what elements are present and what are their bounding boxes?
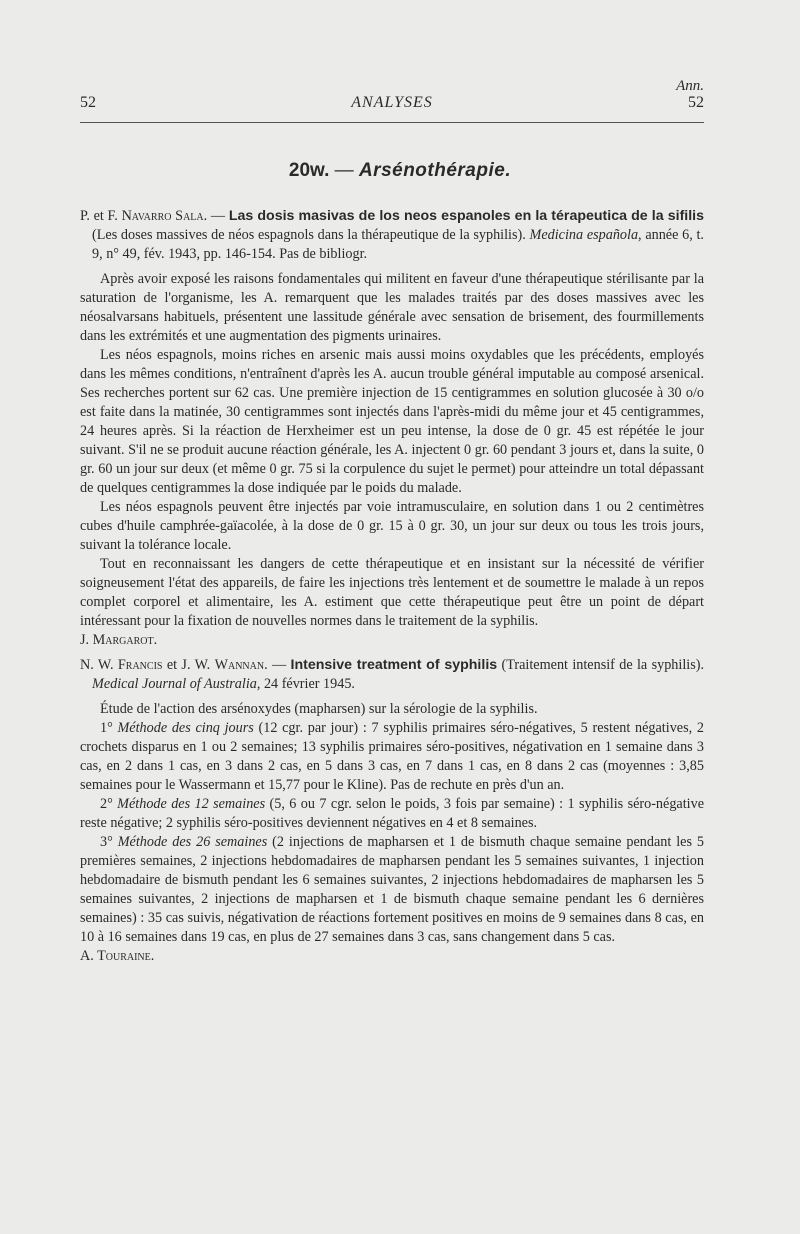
authors-initials: et J. W. — [162, 657, 215, 673]
section-number: 20w. — [288, 160, 330, 181]
method-text: (2 injections de mapharsen et 1 de bismuth chaque semaine pendant les 5 premières semaines, 2 injections hebdomadaires de mapharsen pendant les 5 semaines suivantes, 1 injection hebdomadaire de bismuth pendant les 6 semaines suivantes, 2 injections hebdomadaires de mapharsen les 5 semaines suivantes, 2 injections de mapharsen et 1 de bismuth chaque semaine pendant les 6 dernières semaines) : 35 cas suivis, négativation de réactions fortement positives en moins de 9 semaines dans 8 cas, en 10 à 16 semaines dans 19 cas, en plus de 27 semaines dans 3 cas, sans changement dans 5 cas. — [80, 834, 704, 945]
authors-separator: . — — [203, 208, 229, 224]
signature: J. Margarot. — [80, 632, 158, 648]
authors-initials: N. W. — [80, 657, 118, 673]
method-text: (5, 6 ou 7 cgr. selon le poids, 3 fois par semaine) : 1 syphilis séro-négative reste négative; 2 syphilis séro-positives deviennent négatives en 4 et 8 semaines. — [80, 796, 704, 831]
page-number-left: 52 — [80, 94, 96, 111]
section-dash: — — [329, 160, 359, 181]
section-heading — [0, 160, 800, 182]
journal-name: Medicina española — [529, 227, 639, 243]
reference-line — [80, 207, 704, 264]
author-name: Francis — [117, 657, 163, 673]
method-name: Méthode des cinq jours — [117, 720, 254, 736]
paragraph: Les néos espagnols peuvent être injectés par voie intramusculaire, en solution dans 1 ou 2 centimètres cubes d'huile camphrée-gaïacolée, à la dose de 0 gr. 15 à 0 gr. 30, un jour sur deux ou tous les trois jours, suivant la tolérance locale. — [80, 499, 704, 553]
title-translation: (Traitement intensif de la syphilis). — [497, 657, 705, 673]
article-body — [80, 207, 704, 972]
page-number-right: 52 — [688, 94, 704, 111]
paragraph: Les néos espagnols, moins riches en arsenic mais aussi moins oxydables que les précédents, employés dans les mêmes conditions, n'entraînent d'après les A. aucun trouble général imputable au composé arsenical. Ses recherches portent sur 62 cas. Une première injection de 15 centigrammes en solution glucosée à 30 o/o est faite dans la matinée, 30 centigrammes sont injectés dans l'après-midi du même jour et 45 centigrammes, 24 heures après. Si la réaction de Herxheimer est un peu intense, la dose de 0 gr. 45 est répétée le jour suivant. S'il ne se produit aucune réaction générale, les A. injectent 0 gr. 60 pendant 3 jours et, dans la suite, 0 gr. 60 un jour sur deux (et même 0 gr. 75 si la corpulence du sujet le permet) pour atteindre un total dépassant de quelques centigrammes la dose indiquée par le poids du malade. — [80, 347, 704, 496]
signature: A. Touraine. — [80, 948, 155, 964]
citation-details: , année 6, t. 9, n° 49, fév. 1943, pp. 146-154. Pas de bibliogr. — [92, 227, 704, 262]
paragraph: Étude de l'action des arsénoxydes (mapharsen) sur la sérologie de la syphilis. — [100, 701, 538, 717]
article-1-reference — [80, 207, 704, 264]
header-rule — [80, 122, 704, 123]
method-number: 1° — [100, 720, 118, 736]
paragraph: Tout en reconnaissant les dangers de cette thérapeutique et en insistant sur la nécessité de vérifier soigneusement l'état des appareils, de faire les injections très lentement et de soumettre le malade à un repos complet corporel et alimentaire, les A. estiment que cette thérapeutique peut être un point de départ intéressant pour la fixation de nouvelles normes dans le traitement de la syphilis. — [80, 556, 704, 629]
method-name: Méthode des 26 semaines — [117, 834, 268, 850]
journal-name: Medical Journal of Australia — [92, 676, 257, 692]
title-translation: (Les doses massives de néos espagnols dans la thérapeutique de la syphilis). — [92, 227, 530, 243]
article-title: Intensive treatment of syphilis — [290, 657, 498, 673]
paragraph — [80, 719, 704, 795]
citation-details: , 24 février 1945. — [256, 676, 355, 692]
running-header — [80, 94, 704, 116]
paragraph — [80, 833, 704, 947]
authors-initials: P. et F. — [80, 208, 122, 224]
author-name: Wannan — [214, 657, 265, 673]
running-title: ANALYSES — [351, 94, 433, 111]
method-name: Méthode des 12 semaines — [117, 796, 266, 812]
header-annotation: Ann. — [676, 78, 704, 94]
section-name: Arsénothérapie. — [358, 160, 512, 181]
method-number: 2° — [100, 796, 118, 812]
article-2-reference — [80, 656, 704, 694]
paragraph — [80, 795, 704, 833]
reference-line — [80, 656, 704, 694]
method-text: (12 cgr. par jour) : 7 syphilis primaires séro-négatives, 5 restent négatives, 2 crochets disparus en 1 ou 2 semaines; 13 syphilis primaires séro-positives, négativation en 1 semaine dans 3 cas, en 2 dans 1 cas, en 3 dans 2 cas, en 5 dans 3 cas, en 7 dans 1 cas, en 8 dans 2 cas (moyennes : 3,85 semaines pour le Wassermann et 15,77 pour le Kline). Pas de rechute en près d'un an. — [80, 720, 704, 793]
authors-separator: . — — [264, 657, 291, 673]
article-title: Las dosis masivas de los neos espanoles en la térapeutica de la sifilis — [228, 208, 705, 224]
author-name: Navarro Sala — [121, 208, 204, 224]
method-number: 3° — [100, 834, 118, 850]
paragraph: Après avoir exposé les raisons fondamentales qui militent en faveur d'une thérapeutique stérilisante par la saturation de l'organisme, les A. remarquent que les malades traités par des doses massives avec les néosalvarsans habituels, présentent une lassitude générale avec sensation de brisement, des fourmillements dans les extrémités et une augmentation des pigments urinaires. — [80, 271, 704, 344]
